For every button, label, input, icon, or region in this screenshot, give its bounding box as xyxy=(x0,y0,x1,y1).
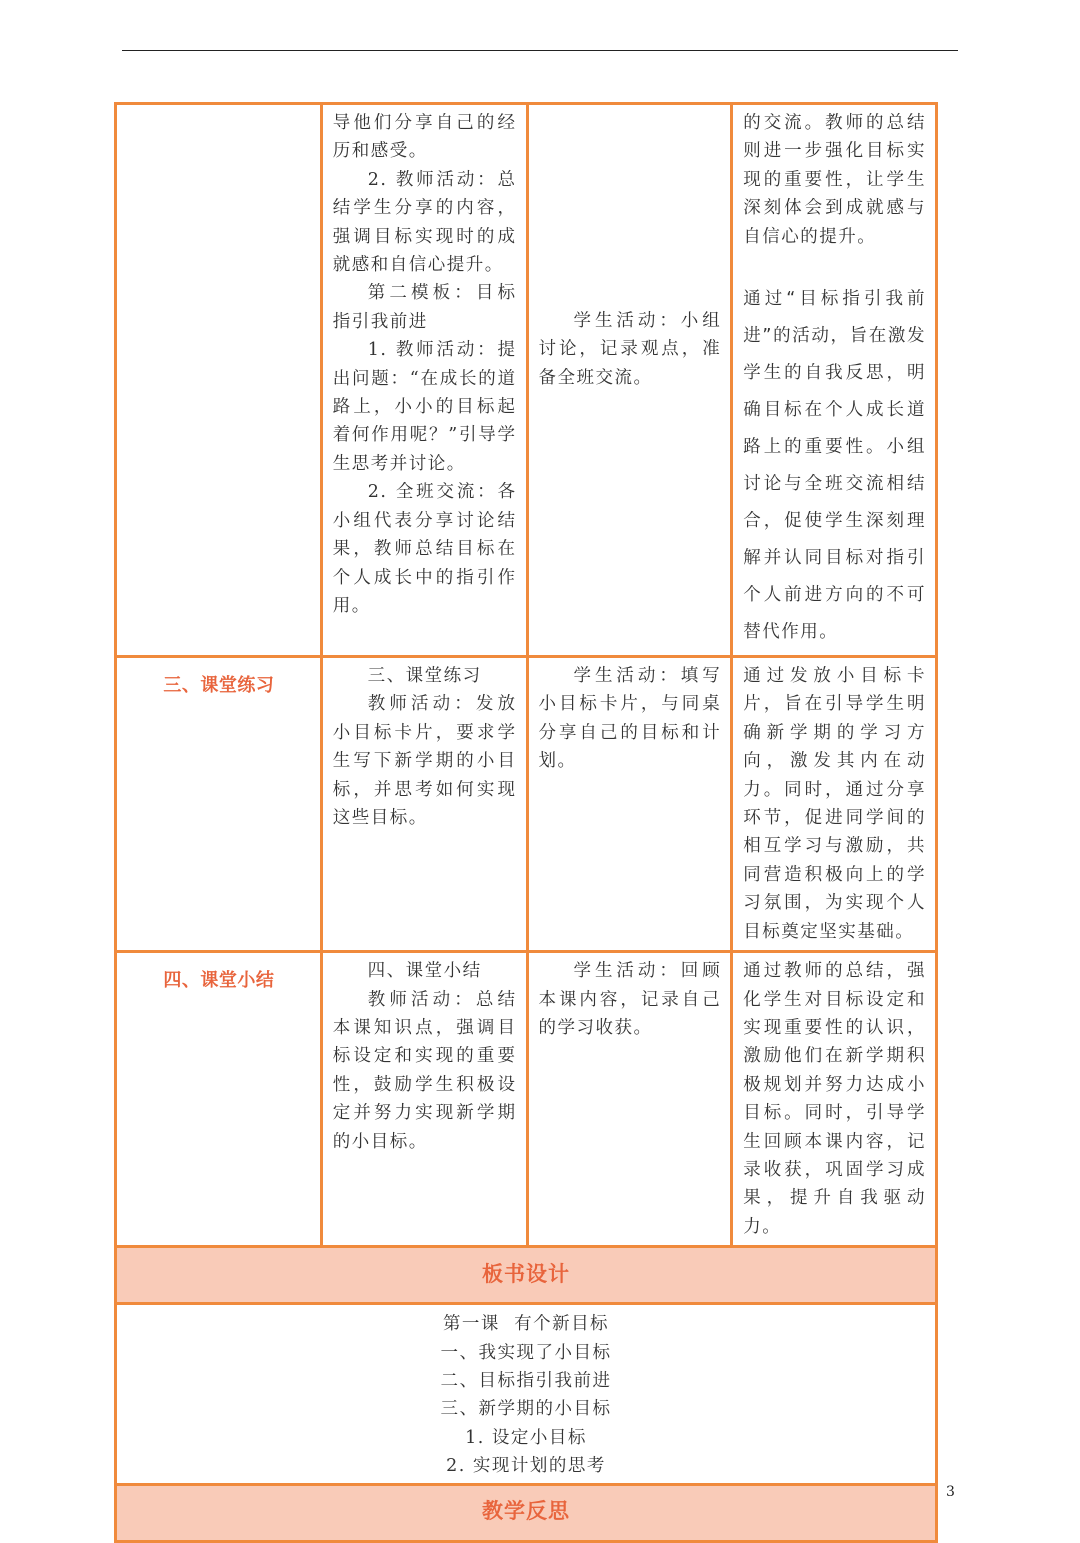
teacher-text: 2. 教师活动：总结学生分享的内容，强调目标实现时的成就感和自信心提升。 xyxy=(332,169,517,276)
student-activity-cell xyxy=(527,104,732,657)
design-intent-cell xyxy=(732,952,937,1247)
reflection-title: 教学反思 xyxy=(482,1499,570,1524)
reflection-header-row xyxy=(116,1484,937,1541)
student-text: 学生活动：回顾本课内容，记录自己的学习收获。 xyxy=(538,961,722,1038)
board-line: 2. 实现计划的思考 xyxy=(446,1456,606,1477)
page-number: 3 xyxy=(946,1484,955,1500)
board-line: 一、我实现了小目标 xyxy=(440,1342,612,1363)
teacher-activity-cell xyxy=(321,657,527,952)
board-design-header xyxy=(116,1247,937,1304)
student-text: 学生活动：小组讨论，记录观点，准备全班交流。 xyxy=(538,311,722,388)
board-design-content-row xyxy=(116,1304,937,1484)
board-design-header-row xyxy=(116,1247,937,1304)
teacher-activity-cell xyxy=(321,104,527,657)
teacher-text: 教师活动：总结本课知识点，强调目标设定和实现的重要性，鼓励学生积极设定并努力实现新学期的小目标。 xyxy=(332,989,517,1152)
stage-cell xyxy=(116,657,322,952)
lesson-plan-table xyxy=(114,102,938,1543)
intent-text: 通过“目标指引我前进”的活动，旨在激发学生的自我反思，明确目标在个人成长道路上的重要性。小组讨论与全班交流相结合，促使学生深刻理解并认同目标对指引个人前进方向的不可替代作用。 xyxy=(743,289,926,643)
board-line: 1. 设定小目标 xyxy=(465,1427,587,1448)
intent-text: 通过发放小目标卡片，旨在引导学生明确新学期的学习方向，激发其内在动力。同时，通过分享环节，促进同学间的相互学习与激励，共同营造积极向上的学习氛围，为实现个人目标奠定坚实基础。 xyxy=(743,666,926,942)
table-row xyxy=(116,104,937,657)
table-row xyxy=(116,952,937,1247)
board-line: 二、目标指引我前进 xyxy=(440,1370,612,1391)
stage-label: 三、课堂练习 xyxy=(163,675,275,697)
design-intent-cell xyxy=(732,657,937,952)
teacher-activity-cell xyxy=(321,952,527,1247)
reflection-header xyxy=(116,1484,937,1541)
teacher-text: 教师活动：发放小目标卡片，要求学生写下新学期的小目标，并思考如何实现这些目标。 xyxy=(332,694,517,829)
stage-cell xyxy=(116,104,322,657)
teacher-text: 三、课堂练习 xyxy=(367,666,482,687)
student-text: 学生活动：填写小目标卡片，与同桌分享自己的目标和计划。 xyxy=(538,666,722,772)
stage-label: 四、课堂小结 xyxy=(163,970,275,992)
teacher-text: 第二模板：目标指引我前进 xyxy=(332,283,517,332)
board-line: 第一课 有个新目标 xyxy=(442,1314,610,1335)
student-activity-cell xyxy=(527,952,732,1247)
board-line: 三、新学期的小目标 xyxy=(440,1399,612,1420)
stage-cell xyxy=(116,952,322,1247)
teacher-text: 导他们分享自己的经历和感受。 xyxy=(332,113,517,162)
intent-text: 通过教师的总结，强化学生对目标设定和实现重要性的认识，激励他们在新学期积极规划并努力达成小目标。同时，引导学生回顾本课内容，记录收获，巩固学习成果，提升自我驱动力。 xyxy=(743,961,926,1237)
paragraph-gap xyxy=(743,251,926,281)
board-design-title: 板书设计 xyxy=(482,1261,570,1286)
student-activity-cell xyxy=(527,657,732,952)
table-row xyxy=(116,657,937,952)
teacher-text: 四、课堂小结 xyxy=(367,961,482,982)
design-intent-cell xyxy=(732,104,937,657)
teacher-text: 2. 全班交流：各小组代表分享讨论结果，教师总结目标在个人成长中的指引作用。 xyxy=(332,482,517,616)
intent-text: 的交流。教师的总结则进一步强化目标实现的重要性，让学生深刻体会到成就感与自信心的提升。 xyxy=(743,113,926,247)
header-rule xyxy=(122,50,958,51)
teacher-text: 1. 教师活动：提出问题：“在成长的道路上，小小的目标起着何作用呢？”引导学生思考并讨论。 xyxy=(332,340,517,474)
board-design-content xyxy=(116,1304,937,1484)
